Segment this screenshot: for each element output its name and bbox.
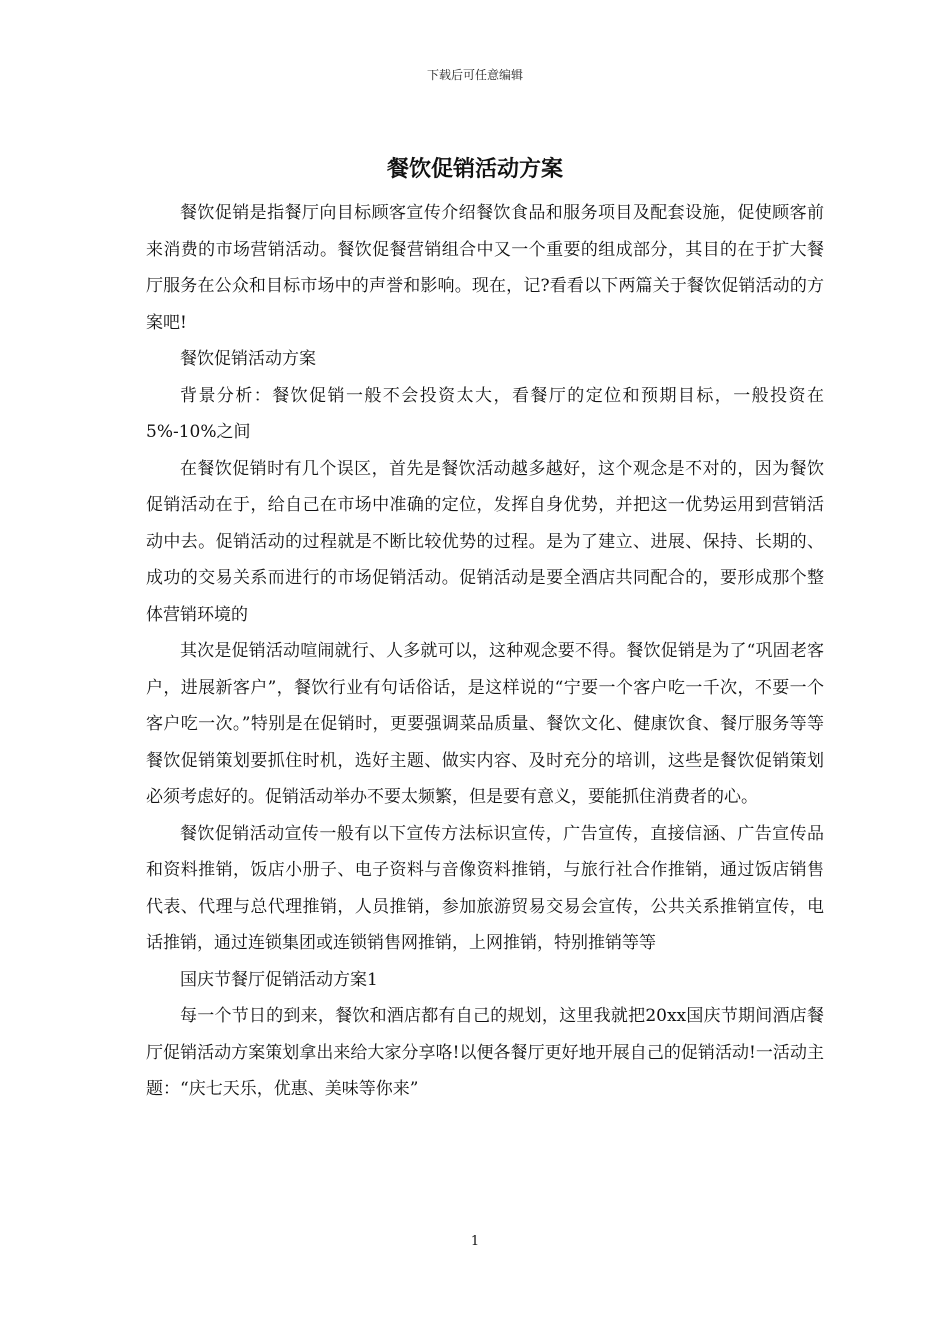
- section-heading-national-day: 国庆节餐厅促销活动方案1: [180, 969, 378, 990]
- paragraph-misconception-2: 其次是促销活动喧闹就行、人多就可以，这种观念要不得。餐饮促销是为了“巩固老客户，进展新客户”，餐饮行业有句话俗话，是这样说的“宁要一个客户吃一千次，不要一个客户吃一次。”特别是在促销时，更要强调菜品质量、餐饮文化、健康饮食、餐厅服务等等餐饮促销策划要抓住时机，选好主题、做实内容、及时充分的培训，这些是餐饮促销策划必须考虑好的。促销活动举办不要太频繁，但是要有意义，要能抓住消费者的心。: [146, 641, 824, 807]
- paragraph-intro: 餐饮促销是指餐厅向目标顾客宣传介绍餐饮食品和服务项目及配套设施，促使顾客前来消费的市场营销活动。餐饮促餐营销组合中又一个重要的组成部分，其目的在于扩大餐厅服务在公众和目标市场中的声誉和影响。现在，记?看看以下两篇关于餐饮促销活动的方案吧!: [146, 203, 824, 333]
- section-heading: 餐饮促销活动方案: [180, 349, 316, 369]
- header-note: 下载后可任意编辑: [426, 68, 523, 82]
- paragraph-misconception-1: 在餐饮促销时有几个误区，首先是餐饮活动越多越好，这个观念是不对的，因为餐饮促销活动在于，给自己在市场中准确的定位，发挥自身优势，并把这一优势运用到营销活动中去。促销活动的过程就是不断比较优势的过程。是为了建立、进展、保持、长期的、成功的交易关系而进行的市场促销活动。促销活动是要全酒店共同配合的，要形成那个整体营销环境的: [146, 458, 824, 625]
- paragraph-promotion-methods: 餐饮促销活动宣传一般有以下宣传方法标识宣传，广告宣传，直接信涵、广告宣传品和资料推销，饭店小册子、电子资料与音像资料推销，与旅行社合作推销，通过饭店销售代表、代理与总代理推销，人员推销，参加旅游贸易交易会宣传，公共关系推销宣传，电话推销，通过连锁集团或连锁销售网推销，上网推销，特别推销等等: [146, 823, 824, 953]
- document-title: 餐饮促销活动方案: [386, 156, 563, 182]
- paragraph-background: 背景分析：餐饮促销一般不会投资太大，看餐厅的定位和预期目标，一般投资在5%-10%之间: [146, 385, 824, 442]
- document-body: [146, 195, 824, 1108]
- paragraph-national-day: 每一个节日的到来，餐饮和酒店都有自己的规划，这里我就把20xx国庆节期间酒店餐厅促销活动方案策划拿出来给大家分享咯!以便各餐厅更好地开展自己的促销活动!一活动主题：“庆七天乐，优惠、美味等你来”: [146, 1006, 824, 1099]
- page-number: 1: [470, 1234, 480, 1249]
